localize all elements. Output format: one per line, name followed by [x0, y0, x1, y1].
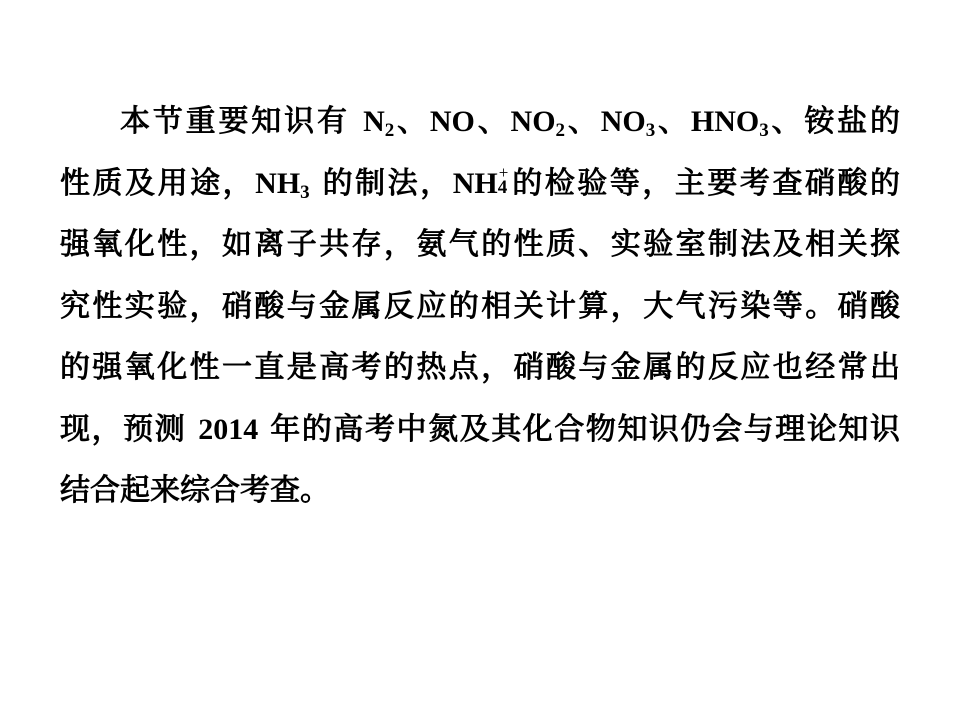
- nh4-sub-sup: [497, 162, 510, 198]
- formula-n2: [363, 105, 395, 141]
- paragraph-line-5: 的强氧化性一直是高考的热点，硝酸与金属的反应也经常出: [60, 350, 900, 385]
- formula-no2: [510, 105, 566, 141]
- line6-prefix: 现，预测: [60, 411, 199, 447]
- formula-nh4-ion: [452, 162, 510, 200]
- paragraph-line-7: 结合起来综合考查。: [60, 473, 330, 508]
- hno3-subscript: 3: [759, 120, 769, 141]
- separator: 、: [565, 104, 601, 139]
- separator: 、: [474, 104, 511, 139]
- nh4-charge: +: [498, 162, 509, 182]
- nh3-subscript: 3: [300, 181, 310, 203]
- no2-subscript: 2: [555, 120, 566, 141]
- line1-prefix: 本节重要知识有: [120, 104, 364, 139]
- paragraph-line-6: [60, 399, 900, 461]
- formula-nh3: [255, 166, 310, 203]
- paragraph-line-1: [60, 91, 900, 153]
- line1-suffix: 、铵盐的: [768, 104, 901, 139]
- hno3-base: HNO: [690, 105, 760, 138]
- body-paragraph: [60, 91, 900, 522]
- paragraph-line-2: [60, 153, 900, 215]
- n2-subscript: 2: [384, 120, 395, 141]
- separator: 、: [394, 104, 430, 139]
- line6-suffix: 年的高考中氮及其化合物知识仍会与理论知识: [258, 411, 900, 447]
- nh3-base: NH: [255, 166, 301, 200]
- paragraph-line-4: 究性实验，硝酸与金属反应的相关计算，大气污染等。硝酸: [60, 288, 900, 324]
- no3-base: NO: [600, 105, 646, 138]
- formula-no: NO: [429, 105, 475, 138]
- paragraph-line-3: 强氧化性，如离子共存，氨气的性质、实验室制法及相关探: [60, 227, 900, 262]
- formula-hno3: [690, 105, 769, 141]
- formula-no3: [600, 105, 656, 141]
- nh4-subscript: 4: [497, 176, 508, 198]
- n2-base: N: [363, 105, 385, 138]
- nh4-base: NH: [452, 166, 498, 200]
- no3-subscript: 3: [645, 120, 656, 141]
- line2-suffix: 的检验等，主要考查硝酸的: [509, 165, 901, 201]
- separator: 、: [655, 104, 691, 139]
- no2-base: NO: [510, 105, 556, 138]
- year-2014: 2014: [198, 412, 259, 446]
- line2-middle: 的制法，: [309, 165, 453, 201]
- line2-prefix: 性质及用途，: [60, 165, 256, 201]
